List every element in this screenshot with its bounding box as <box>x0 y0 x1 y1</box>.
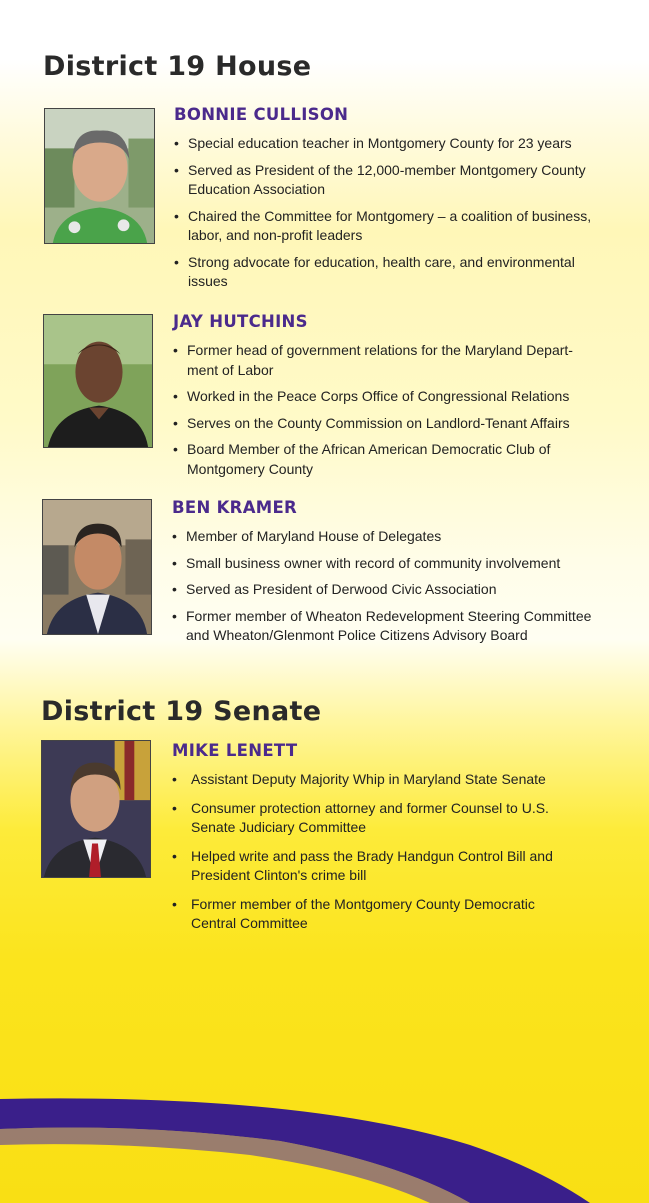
list-item: • Small business owner with record of community involvement <box>172 554 602 574</box>
candidate-photo-jay-hutchins <box>43 314 153 448</box>
list-item: • Served as President of the 12,000-member Montgomery County Education Association <box>174 161 594 200</box>
candidate-name-bonnie-cullison: BONNIE CULLISON <box>174 105 349 124</box>
candidate-photo-mike-lenett <box>41 740 151 878</box>
list-item: • Consumer protection attorney and former Counsel to U.S. Senate Judiciary Committee <box>172 799 582 838</box>
list-item: • Member of Maryland House of Delegates <box>172 527 602 547</box>
candidate-bullets-mike-lenett <box>172 770 582 943</box>
candidate-bullets-ben-kramer <box>172 527 602 653</box>
list-item: • Assistant Deputy Majority Whip in Maryland State Senate <box>172 770 582 790</box>
purple-swoosh-decoration <box>0 1085 649 1203</box>
list-item: • Special education teacher in Montgomery County for 23 years <box>174 134 594 154</box>
candidate-photo-ben-kramer <box>42 499 152 635</box>
candidate-name-mike-lenett: MIKE LENETT <box>172 741 298 760</box>
list-item: • Board Member of the African American Democratic Club of Montgomery County <box>173 440 583 479</box>
candidate-name-jay-hutchins: JAY HUTCHINS <box>173 312 308 331</box>
list-item: • Strong advocate for education, health care, and environmental issues <box>174 253 594 292</box>
list-item: • Worked in the Peace Corps Office of Congressional Relations <box>173 387 583 407</box>
list-item: • Serves on the County Commission on Landlord-Tenant Affairs <box>173 414 583 434</box>
candidate-bullets-bonnie-cullison <box>174 134 594 299</box>
list-item: • Helped write and pass the Brady Handgun Control Bill and President Clinton's crime bill <box>172 847 582 886</box>
candidate-name-ben-kramer: BEN KRAMER <box>172 498 298 517</box>
list-item: • Chaired the Committee for Montgomery – a coalition of business, labor, and non-profit leaders <box>174 207 594 246</box>
list-item: • Former head of government relations for the Maryland Depart- ment of Labor <box>173 341 583 380</box>
senate-section-heading: District 19 Senate <box>41 696 322 727</box>
house-section-heading: District 19 House <box>43 51 312 82</box>
candidate-photo-bonnie-cullison <box>44 108 155 244</box>
candidate-bullets-jay-hutchins <box>173 341 583 486</box>
list-item: • Former member of Wheaton Redevelopment Steering Committee and Wheaton/Glenmont Police Citizens Advisory Board <box>172 607 602 646</box>
list-item: • Served as President of Derwood Civic Association <box>172 580 602 600</box>
list-item: • Former member of the Montgomery County Democratic Central Committee <box>172 895 582 934</box>
